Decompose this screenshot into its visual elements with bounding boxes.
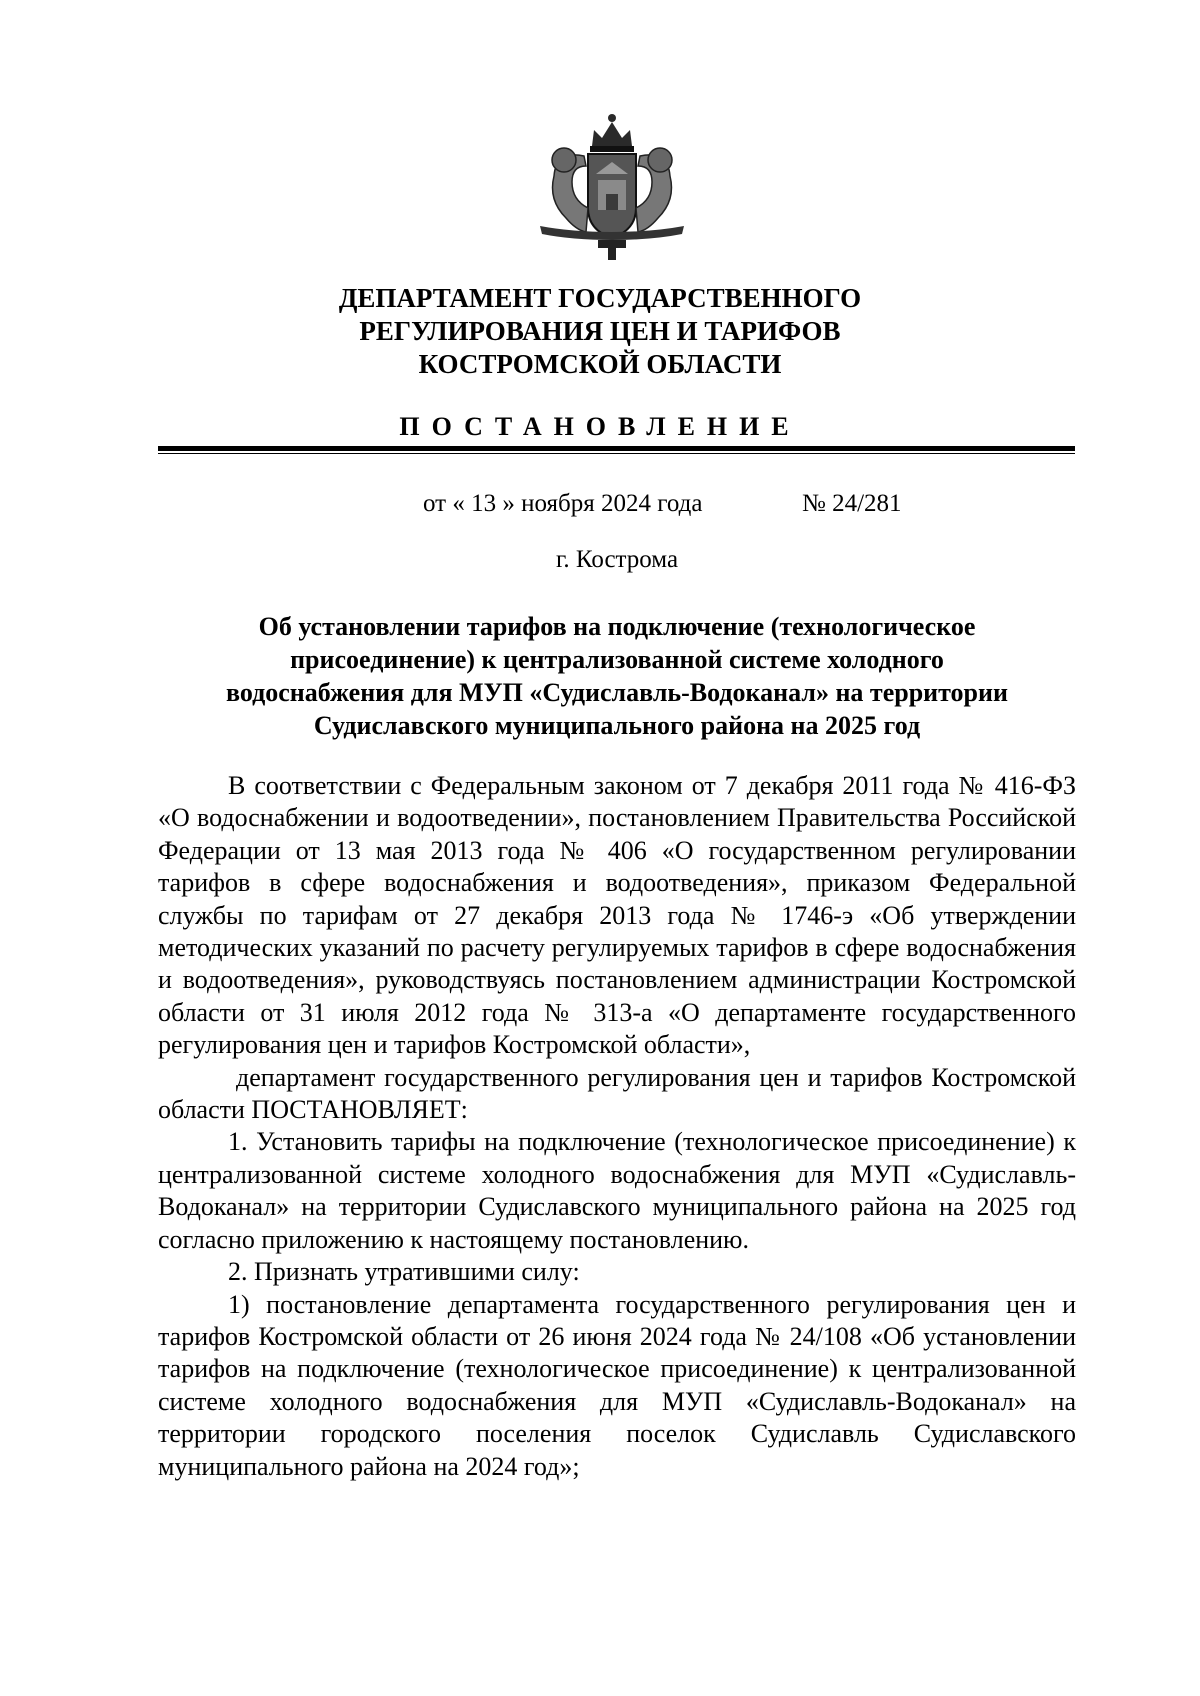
department-name bbox=[150, 282, 1050, 381]
title-line: присоединение) к централизованной системе холодного bbox=[290, 645, 944, 674]
title-line: водоснабжения для МУП «Судиславль-Водоканал» на территории bbox=[226, 678, 1008, 707]
item-2-1-paragraph: 1) постановление департамента государственного регулирования цен и тарифов Костромской области от 26 июня 2024 года № 24/108 «Об установлении тарифов на подключение (технологическое присоединение) к централизованной системе холодного водоснабжения для МУП «Судиславль-Водоканал» на территории городского поселения поселок Судиславль Судиславского муниципального района на 2024 год»; bbox=[158, 1289, 1076, 1481]
department-line: КОСТРОМСКОЙ ОБЛАСТИ bbox=[418, 349, 782, 379]
title-line: Об установлении тарифов на подключение (технологическое bbox=[258, 612, 976, 641]
document-city: г. Кострома bbox=[555, 546, 679, 573]
header-rule-thick bbox=[158, 446, 1075, 451]
decree-paragraph: департамент государственного регулирования цен и тарифов Костромской области ПОСТАНОВЛЯЕТ: bbox=[158, 1062, 1076, 1125]
preamble-paragraph: В соответствии с Федеральным законом от 7 декабря 2011 года № 416-ФЗ «О водоснабжении и водоотведении», постановлением Правительства Российской Федерации от 13 мая 2013 года № 406 «О государственном регулировании тарифов в сфере водоснабжения и водоотведения», приказом Федеральной службы по тарифам от 27 декабря 2013 года № 1746-э «Об утверждении методических указаний по расчету регулируемых тарифов в сфере водоснабжения и водоотведения», руководствуясь постановлением администрации Костромской области от 31 июля 2012 года № 313-а «О департаменте государственного регулирования цен и тарифов Костромской области», bbox=[158, 771, 1076, 1060]
document-type: ПОСТАНОВЛЕНИЕ bbox=[399, 412, 801, 441]
document-title bbox=[150, 610, 1084, 742]
department-line: РЕГУЛИРОВАНИЯ ЦЕН И ТАРИФОВ bbox=[359, 316, 841, 346]
document-date: от « 13 » ноября 2024 года bbox=[423, 490, 703, 517]
department-line: ДЕПАРТАМЕНТ ГОСУДАРСТВЕННОГО bbox=[338, 283, 862, 313]
item-2-paragraph: 2. Признать утратившими силу: bbox=[228, 1257, 580, 1287]
item-1-paragraph: 1. Установить тарифы на подключение (технологическое присоединение) к централизованной системе холодного водоснабжения для МУП «Судиславль-Водоканал» на территории Судиславского муниципального района на 2025 год согласно приложению к настоящему постановлению. bbox=[158, 1127, 1076, 1254]
document-body bbox=[158, 770, 1076, 1483]
header-rule-thin bbox=[158, 453, 1075, 454]
title-line: Судиславского муниципального района на 2025 год bbox=[313, 711, 921, 740]
document-number: № 24/281 bbox=[802, 490, 902, 517]
coat-of-arms-emblem bbox=[532, 108, 692, 264]
